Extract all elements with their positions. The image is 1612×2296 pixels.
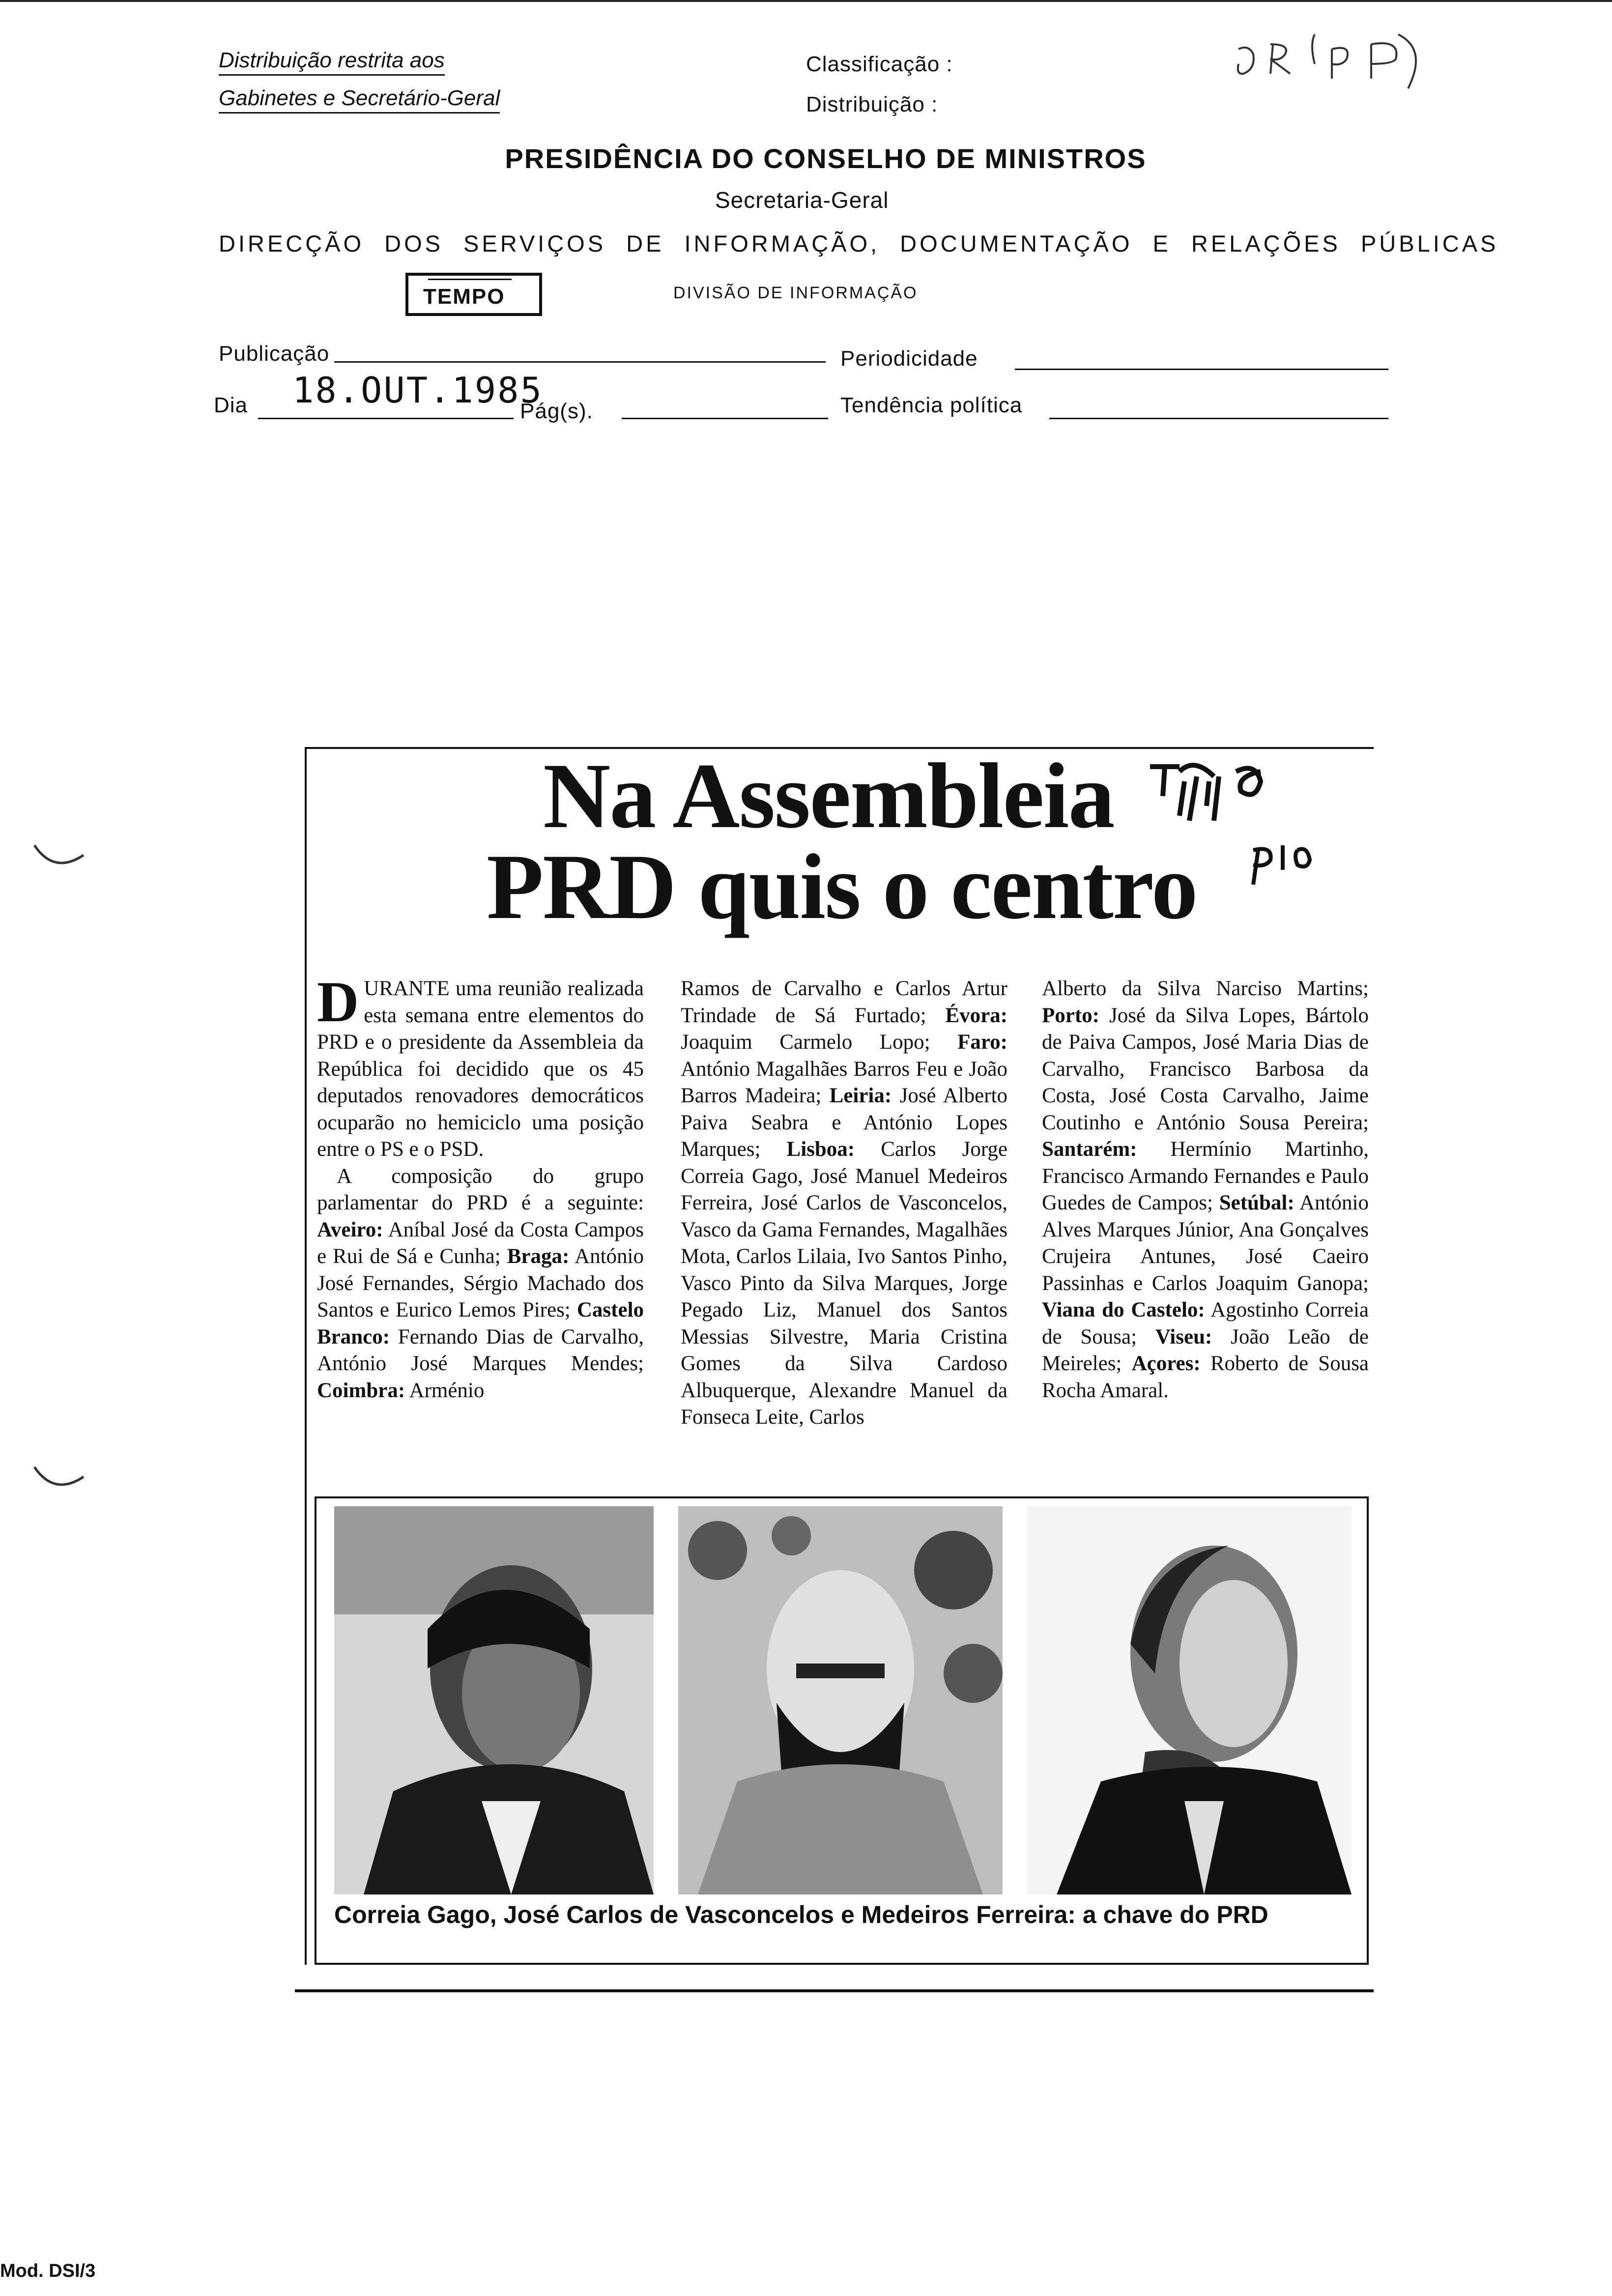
intro-paragraph: URANTE uma reunião realizada esta semana entre elementos do PRD e o presidente da Assembleia da República foi decidido que os 45 deputados renovadores democráticos ocuparão no hemiciclo uma posição entre o PS e o PSD. — [317, 977, 644, 1161]
members-coimbra: Arménio — [409, 1378, 485, 1402]
institution-title: PRESIDÊNCIA DO CONSELHO DE MINISTROS — [505, 143, 1147, 174]
members-evora: Joaquim Carmelo Lopo; — [681, 1031, 930, 1054]
members-aveiro: Aníbal José da Costa Campos e Rui de Sá e Cunha; — [317, 1218, 644, 1268]
division-label: DIVISÃO DE INFORMAÇÃO — [673, 284, 918, 302]
headline-line-2: PRD quis o centro — [487, 835, 1197, 939]
members-leiria: José Alberto Paiva Seabra e António Lopes Marques; — [681, 1084, 1008, 1161]
classification-label: Classificação : — [806, 52, 953, 76]
headline-line-1: Na Assembleia — [543, 745, 1114, 848]
members-castelo-branco: Fernando Dias de Carvalho, António José Marques Mendes; — [317, 1325, 644, 1375]
members-lisboa: Carlos Jorge Correia Gago, José Manuel Medeiros Ferreira, José Carlos de Vasconcelos, Vasco da Gama Fernandes, Magalhães Mota, Carlos Lilaia, Ivo Santos Pinho, Vasco Pinto da Silva Marques, Jorge Pegado Liz, Manuel dos Santos Messias Silvestre, Maria Cristina Gomes da Silva Cardoso Albuquerque, Alexandre Manuel da Fonseca Leite, Carlos — [681, 1138, 1008, 1429]
publication-label: Publicação — [219, 342, 330, 366]
top-rule — [0, 0, 1612, 2]
day-line — [258, 418, 514, 419]
drop-cap: D — [317, 970, 359, 1034]
district-viana-do-castelo: Viana do Castelo: — [1042, 1298, 1205, 1321]
members-viana-do-castelo: Agostinho Correia de Sousa; — [1042, 1298, 1369, 1349]
handwritten-note — [1145, 752, 1352, 919]
members-coimbra-cont: Ramos de Carvalho e Carlos Artur Trindade de Sá Furtado; — [681, 977, 1008, 1027]
day-label: Dia — [214, 393, 248, 417]
district-castelo-branco: Castelo Branco: — [317, 1298, 644, 1349]
handwritten-mark — [1229, 15, 1474, 113]
members-lisboa-cont: Alberto da Silva Narciso Martins; — [1042, 977, 1369, 1000]
photo-jose-carlos-vasconcelos — [678, 1506, 1003, 1894]
publication-stamp: TEMPO — [405, 273, 542, 316]
district-faro: Faro: — [957, 1031, 1008, 1054]
article-column-3 — [1042, 976, 1369, 1404]
margin-mark-bottom — [29, 1462, 88, 1496]
district-aveiro: Aveiro: — [317, 1218, 383, 1241]
clip-left-rule — [305, 747, 307, 1965]
members-porto: José da Silva Lopes, Bártolo de Paiva Campos, José Maria Dias de Carvalho, Francisco Barbosa da Costa, José Costa Carvalho, Jaime Coutinho e António Sousa Pereira; — [1042, 1004, 1369, 1134]
periodicity-line — [1015, 369, 1388, 370]
margin-mark-top — [29, 840, 88, 875]
clip-bottom-rule — [295, 1989, 1374, 1992]
district-evora: Évora: — [945, 1004, 1008, 1027]
district-setubal: Setúbal: — [1219, 1191, 1295, 1214]
publication-line — [334, 361, 826, 363]
direction-line: DIRECÇÃO DOS SERVIÇOS DE INFORMAÇÃO, DOCUMENTAÇÃO E RELAÇÕES PÚBLICAS — [219, 230, 1499, 257]
composition-intro: A composição do grupo parlamentar do PRD é a seguinte: — [317, 1164, 644, 1214]
district-coimbra: Coimbra: — [317, 1378, 405, 1402]
secretariat: Secretaria-Geral — [715, 187, 889, 213]
tendency-line — [1049, 418, 1388, 419]
periodicity-label: Periodicidade — [840, 346, 978, 371]
restricted-line-1: Distribuição restrita aos — [219, 48, 445, 73]
district-santarem: Santarém: — [1042, 1138, 1137, 1161]
district-acores: Açores: — [1131, 1352, 1201, 1375]
photo-caption: Correia Gago, José Carlos de Vasconcelos e Medeiros Ferreira: a chave do PRD — [334, 1901, 1268, 1928]
distribution-label: Distribuição : — [806, 92, 938, 116]
day-value: 18.OUT.1985 — [292, 370, 543, 411]
district-braga: Braga: — [507, 1245, 570, 1268]
district-leiria: Leiria: — [829, 1084, 892, 1107]
members-viseu: João Leão de Meireles; — [1042, 1325, 1369, 1375]
photo-medeiros-ferreira — [1027, 1506, 1352, 1894]
restricted-line-2: Gabinetes e Secretário-Geral — [219, 86, 500, 111]
district-porto: Porto: — [1042, 1004, 1099, 1027]
members-braga: António José Fernandes, Sérgio Machado dos Santos e Eurico Lemos Pires; — [317, 1245, 644, 1321]
pages-label: Pág(s). — [520, 399, 593, 423]
district-viseu: Viseu: — [1155, 1325, 1212, 1349]
district-lisboa: Lisboa: — [786, 1138, 855, 1161]
article-column-1 — [317, 970, 644, 1404]
members-santarem: Hermínio Martinho, Francisco Armando Fernandes e Paulo Guedes de Campos; — [1042, 1138, 1369, 1214]
pages-line — [622, 418, 828, 419]
members-setubal: António Alves Marques Júnior, Ana Gonçalves Crujeira Antunes, José Caeiro Passinhas e Carlos Joaquim Ganopa; — [1042, 1191, 1369, 1295]
members-acores: Roberto de Sousa Rocha Amaral. — [1042, 1352, 1369, 1402]
article-column-2 — [681, 976, 1008, 1431]
tendency-label: Tendência política — [840, 393, 1023, 417]
members-faro: António Magalhães Barros Feu e João Barros Madeira; — [681, 1057, 1008, 1107]
form-code: Mod. DSI/3 — [0, 2261, 96, 2281]
photo-correia-gago — [334, 1506, 654, 1894]
